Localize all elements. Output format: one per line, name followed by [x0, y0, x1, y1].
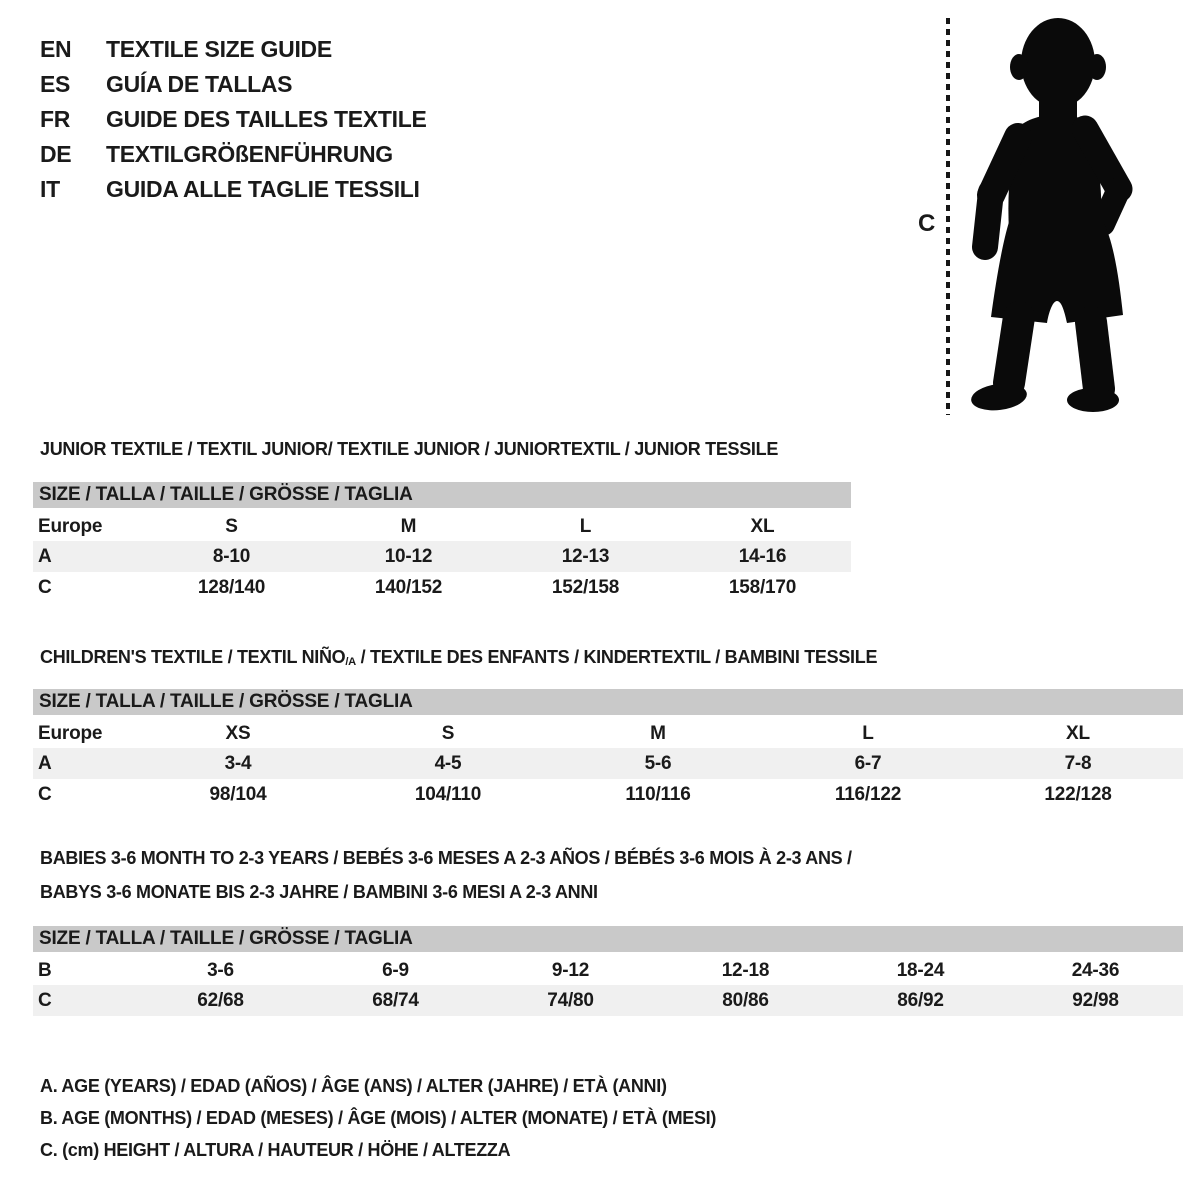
table-row	[33, 717, 1183, 748]
region-label: Europe	[38, 722, 103, 744]
age-cell: 3-4	[133, 748, 343, 779]
size-column-xs: XS	[225, 722, 251, 744]
table-header-row	[33, 482, 851, 510]
babies-size-table	[33, 926, 1183, 1016]
row-label-c: C	[38, 576, 52, 598]
babies-title-line1: BABIES 3-6 MONTH TO 2-3 YEARS / BEBÉS 3-6 MESES A 2-3 AÑOS / BÉBÉS 3-6 MOIS À 2-3 ANS /	[40, 848, 852, 868]
height-measure-dashed-line	[946, 18, 950, 415]
size-header: SIZE / TALLA / TAILLE / GRÖSSE / TAGLIA	[33, 482, 851, 510]
language-code-de: DE	[40, 141, 72, 167]
table-row	[33, 954, 1183, 985]
height-cell: 110/116	[625, 783, 691, 805]
table-header-row	[33, 926, 1183, 954]
size-column-m: M	[400, 515, 417, 537]
footnote-age-months: B. AGE (MONTHS) / EDAD (MESES) / ÂGE (MOIS) / ALTER (MONATE) / ETÀ (MESI)	[40, 1108, 717, 1128]
age-cell: 10-12	[320, 541, 497, 572]
footnote-age-years: A. AGE (YEARS) / EDAD (AÑOS) / ÂGE (ANS) / ALTER (JAHRE) / ETÀ (ANNI)	[40, 1076, 667, 1096]
children-title-prefix: CHILDREN'S TEXTILE / TEXTIL NIÑO	[40, 647, 346, 667]
age-cell: 6-7	[763, 748, 973, 779]
children-section-title	[40, 640, 877, 679]
height-cell: 92/98	[1008, 985, 1183, 1016]
language-row-es	[40, 67, 427, 102]
height-cell: 62/68	[133, 985, 308, 1016]
height-cell: 152/158	[551, 576, 620, 598]
children-size-table	[33, 689, 1183, 810]
size-column-xl: XL	[1066, 722, 1090, 744]
size-column-l: L	[862, 722, 874, 744]
row-label-c: C	[38, 783, 52, 805]
table-row	[33, 748, 1183, 779]
age-cell: 12-13	[497, 541, 674, 572]
size-header: SIZE / TALLA / TAILLE / GRÖSSE / TAGLIA	[33, 926, 1183, 954]
size-column-s: S	[225, 515, 238, 537]
age-cell: 7-8	[973, 748, 1183, 779]
age-cell: 9-12	[551, 959, 590, 981]
table-row	[33, 541, 851, 572]
language-code-it: IT	[40, 176, 60, 202]
size-column-l: L	[579, 515, 592, 537]
age-cell: 4-5	[343, 748, 553, 779]
height-cell: 98/104	[209, 783, 267, 805]
age-cell: 18-24	[896, 959, 945, 981]
language-row-fr	[40, 102, 427, 137]
height-cell: 104/110	[414, 783, 482, 805]
height-cell: 158/170	[728, 576, 797, 598]
age-cell: 14-16	[674, 541, 851, 572]
row-label-b: B	[38, 959, 52, 981]
height-cell: 74/80	[483, 985, 658, 1016]
height-cell: 80/86	[658, 985, 833, 1016]
toddler-silhouette-icon	[963, 17, 1135, 413]
language-row-en	[40, 32, 427, 67]
size-column-s: S	[441, 722, 455, 744]
height-cell: 122/128	[1044, 783, 1112, 805]
height-measure-label: C	[918, 210, 936, 237]
junior-section-title: JUNIOR TEXTILE / TEXTIL JUNIOR/ TEXTILE JUNIOR / JUNIORTEXTIL / JUNIOR TESSILE	[40, 439, 779, 459]
language-row-it	[40, 172, 427, 207]
language-row-de	[40, 137, 427, 172]
height-cell: 68/74	[308, 985, 483, 1016]
table-row	[33, 510, 851, 541]
height-cell: 86/92	[833, 985, 1008, 1016]
size-column-xl: XL	[750, 515, 775, 537]
babies-title-line2: BABYS 3-6 MONATE BIS 2-3 JAHRE / BAMBINI 3-6 MESI A 2-3 ANNI	[40, 882, 598, 902]
language-code-es: ES	[40, 71, 71, 97]
table-row	[33, 779, 1183, 810]
language-code-en: EN	[40, 36, 72, 62]
footnotes-block	[40, 1070, 716, 1166]
table-row	[33, 985, 1183, 1016]
guide-title-it: GUIDA ALLE TAGLIE TESSILI	[106, 176, 420, 202]
table-header-row	[33, 689, 1183, 717]
language-title-block	[40, 32, 427, 207]
guide-title-de: TEXTILGRÖßENFÜHRUNG	[106, 141, 393, 167]
age-cell: 12-18	[721, 959, 770, 981]
table-row	[33, 572, 851, 603]
row-label-c: C	[33, 985, 133, 1016]
height-cell: 128/140	[197, 576, 266, 598]
guide-title-fr: GUIDE DES TAILLES TEXTILE	[106, 106, 427, 132]
row-label-a: A	[33, 748, 133, 779]
age-cell: 6-9	[382, 959, 409, 981]
guide-title-es: GUÍA DE TALLAS	[106, 71, 293, 97]
row-label-a: A	[33, 541, 143, 572]
age-cell: 8-10	[143, 541, 320, 572]
age-cell: 3-6	[207, 959, 234, 981]
age-cell: 5-6	[553, 748, 763, 779]
language-code-fr: FR	[40, 106, 71, 132]
region-label: Europe	[38, 515, 103, 537]
height-cell: 116/122	[834, 783, 902, 805]
children-title-subscript: /A	[345, 656, 356, 668]
babies-section-title	[40, 841, 852, 909]
size-column-m: M	[650, 722, 666, 744]
guide-title-en: TEXTILE SIZE GUIDE	[106, 36, 332, 62]
junior-size-table	[33, 482, 851, 603]
size-header: SIZE / TALLA / TAILLE / GRÖSSE / TAGLIA	[33, 689, 1183, 717]
age-cell: 24-36	[1071, 959, 1120, 981]
height-cell: 140/152	[374, 576, 443, 598]
footnote-height-cm: C. (cm) HEIGHT / ALTURA / HAUTEUR / HÖHE / ALTEZZA	[40, 1140, 511, 1160]
children-title-suffix: / TEXTILE DES ENFANTS / KINDERTEXTIL / BAMBINI TESSILE	[355, 647, 878, 667]
